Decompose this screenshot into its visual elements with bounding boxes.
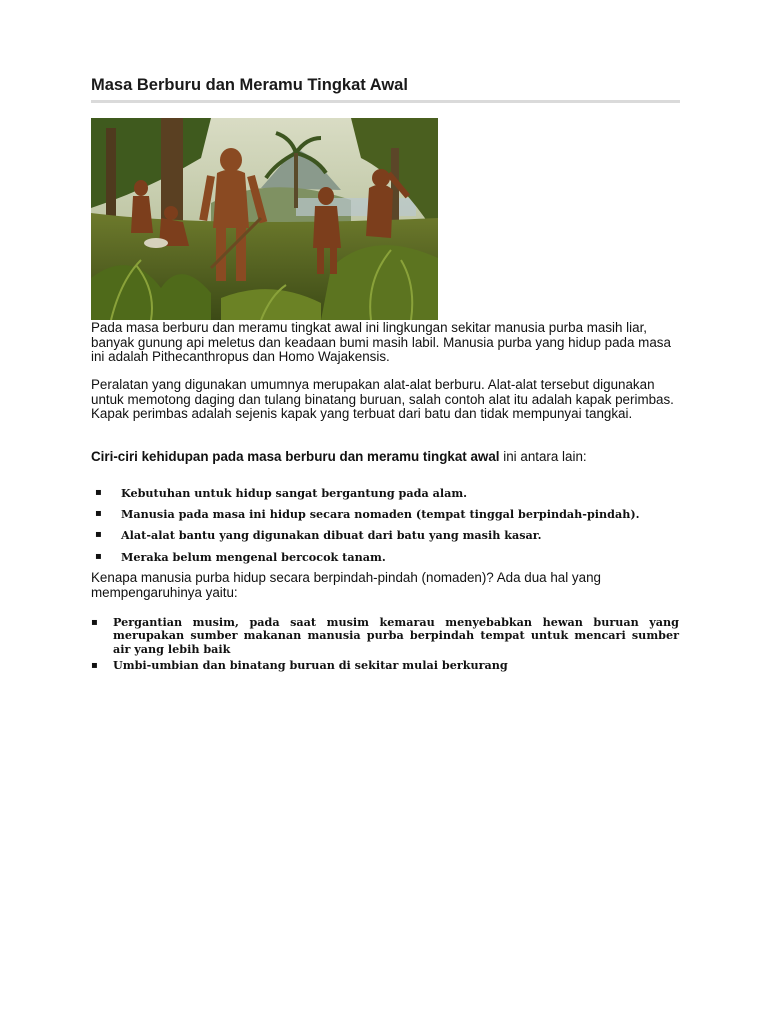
bullet-icon: ▪: [91, 660, 98, 672]
bullet-icon: ▪: [91, 617, 98, 628]
nomadic-reasons-list: [91, 616, 679, 676]
characteristics-heading: Ciri-ciri kehidupan pada masa berburu dan meramu tingkat awal: [91, 449, 500, 464]
list-item: ▪ Meraka belum mengenal bercocok tanam.: [95, 549, 386, 564]
list-item: ▪ Pergantian musim, pada saat musim kemarau menyebabkan hewan buruan yang merupakan sumber makanan manusia purba berpindah tempat untuk mencari sumber air yang lebih baik: [91, 615, 679, 656]
early-humans-illustration: [91, 118, 438, 320]
list-item: ▪ Kebutuhan untuk hidup sangat bergantung pada alam.: [95, 486, 468, 500]
bullet-icon: ▪: [95, 487, 102, 498]
list-item: ▪ Umbi-umbian dan binatang buruan di sekitar mulai berkurang: [91, 658, 508, 673]
paragraph-nomadic-question: Kenapa manusia purba hidup secara berpindah-pindah (nomaden)? Ada dua hal yang mempengaruhinya yaitu:: [91, 570, 601, 600]
characteristics-list: [95, 486, 675, 571]
paragraph-tools: Peralatan yang digunakan umumnya merupakan alat-alat berburu. Alat-alat tersebut digunakan untuk memotong daging dan tulang binatang buruan, salah contoh alat itu adalah kapak perimbas. Kapak perimbas adalah sejenis kapak yang terbuat dari batu dan tidak mempunyai tangkai.: [91, 377, 674, 422]
bullet-icon: ▪: [95, 508, 102, 520]
characteristics-intro-rest: ini antara lain:: [499, 449, 587, 464]
paragraph-environment: Pada masa berburu dan meramu tingkat awal ini lingkungan sekitar manusia purba masih liar, banyak gunung api meletus dan keadaan bumi masih labil. Manusia purba yang hidup pada masa ini adalah Pithecanthropus dan Homo Wajakensis.: [91, 320, 671, 365]
bullet-icon: ▪: [95, 550, 102, 562]
list-item: ▪ Alat-alat bantu yang digunakan dibuat dari batu yang masih kasar.: [95, 528, 542, 543]
page-title: Masa Berburu dan Meramu Tingkat Awal: [91, 76, 408, 94]
bullet-icon: ▪: [95, 529, 102, 541]
title-divider: [91, 100, 680, 103]
list-item: ▪ Manusia pada masa ini hidup secara nomaden (tempat tinggal berpindah-pindah).: [95, 507, 640, 522]
paragraph-characteristics-intro: [91, 450, 677, 465]
